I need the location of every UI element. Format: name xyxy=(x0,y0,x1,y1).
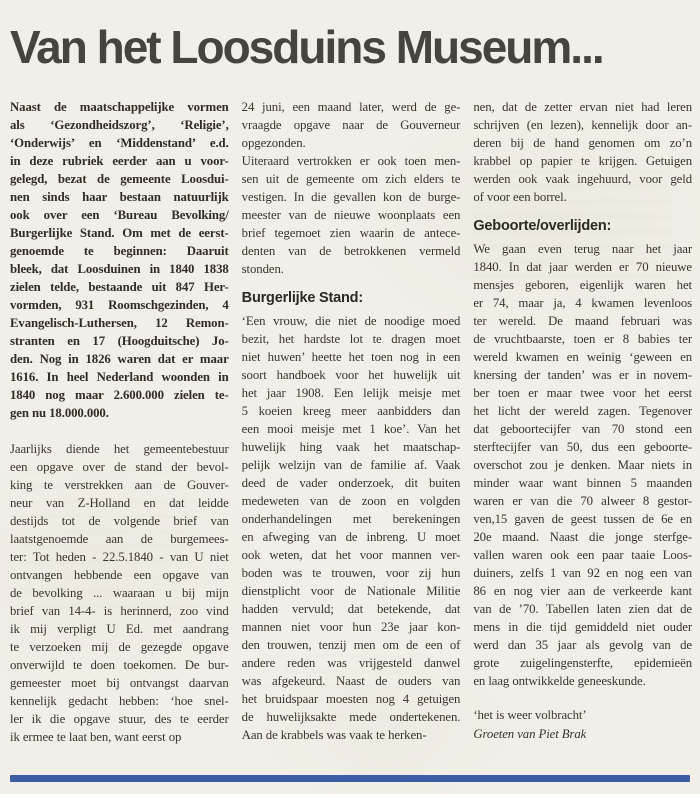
text-line: Burgerlijke Stand. Om met de eerst- xyxy=(10,226,229,240)
text-line: ber toen er maar twee voor het eerst xyxy=(473,386,693,400)
text-line: 1840. In dat jaar werden er 70 nieuwe xyxy=(473,260,693,274)
text-line: werden ook vaak ingehuurd, voor geld xyxy=(473,172,693,186)
text-line: stranten en 17 (Hoogduitsche) Jo- xyxy=(10,334,229,348)
text-line: knersing der tanden’ was er in novem- xyxy=(473,368,693,382)
text-line: duiners, zelfs 1 van 92 en nog een van xyxy=(473,566,693,580)
text-line: dat geboortecijfer van 70 stond een xyxy=(473,422,693,436)
section-heading-burgerlijke-stand: Burgerlijke Stand: xyxy=(241,290,363,306)
author-signature: Groeten van Piet Brak xyxy=(473,727,587,741)
text-line: den trouwen, tenzij men om de een of xyxy=(241,638,461,652)
text-line: Evangelisch-Luthersen, 12 Remon- xyxy=(10,316,229,330)
closing-quote: ‘het is weer volbracht’ xyxy=(473,708,587,722)
text-line: ik mij verpligt U Ed. met aandrang xyxy=(10,622,229,636)
text-line: pelijk welzijn van de familie af. Vaak xyxy=(241,458,461,472)
text-line: het jaar 1908. Een lelijk meisje met xyxy=(241,386,461,400)
text-line: sterftecijfer van 50, dus een geboorte- xyxy=(473,440,693,454)
text-line: waren er van die 70 alweer 8 gestor- xyxy=(473,494,693,508)
text-line: ook weten, dat het voor mannen ver- xyxy=(241,548,461,562)
text-line: van de ’70. Tabellen laten zien dat de xyxy=(473,602,693,616)
text-line: huwelijk hing vaak het maatschap- xyxy=(241,440,461,454)
text-line: ‘Een vrouw, die niet de noodige moed xyxy=(241,314,461,328)
text-line: stonden. xyxy=(241,262,284,276)
body-paragraph xyxy=(473,98,692,206)
body-paragraph xyxy=(242,152,461,278)
text-line: de bevolking ... waaraan u bij mijn xyxy=(10,586,229,600)
text-line: niet huwen’ heette het toen nog in een xyxy=(241,350,461,364)
text-line: opgezonden. xyxy=(241,136,306,150)
text-line: bezit, het hardste lot te dragen moet xyxy=(241,332,461,346)
text-line: er 74, maar ja, 4 kwamen levenloos xyxy=(473,296,693,310)
text-line: minder waar want binnen 5 maanden xyxy=(473,476,693,490)
text-line: ler ik die opgave stuur, des te eerder xyxy=(10,712,229,726)
article-columns xyxy=(10,98,692,746)
text-line: kennelijk gedacht hebben: ‘hoe snel- xyxy=(10,694,229,708)
text-line: overschot zou je denken. Maar niets in xyxy=(473,458,693,472)
text-line: deren bij de hand genomen om zo’n xyxy=(473,136,693,150)
text-line: de huwelijksakte mede ondertekenen. xyxy=(241,710,461,724)
text-line: en afweging van de inbreng. U moet xyxy=(241,530,461,544)
body-paragraph xyxy=(242,312,461,744)
column-2 xyxy=(242,98,461,746)
text-line: nen sinds haar bestaan natuurlijk xyxy=(10,190,229,204)
text-line: genoemde te beginnen: Daaruit xyxy=(10,244,229,258)
text-line: boden was te trouwen, voor zij hun xyxy=(241,566,461,580)
bottom-divider-bar xyxy=(10,775,690,782)
text-line: en laag ontwikkelde geneeskunde. xyxy=(473,674,646,688)
text-line: mens in die tijd gemiddeld niet ouder xyxy=(473,620,693,634)
text-line: ter wereld. De maand februari was xyxy=(473,314,693,328)
text-line: 24 juni, een maand later, werd de ge- xyxy=(241,100,461,114)
text-line: destijds tot de volgende brief van xyxy=(10,514,229,528)
text-line: zielen telde, bestaande uit 847 Her- xyxy=(10,280,229,294)
text-line: grote zuigelingensterfte, epidemieën xyxy=(473,656,693,670)
column-3 xyxy=(473,98,692,746)
text-line: laatstgenoemde aan de burgemees- xyxy=(10,532,229,546)
body-paragraph xyxy=(242,98,461,152)
text-line: vallen waren ook een paar taaie Loos- xyxy=(473,548,693,562)
text-line: 5 koeien kreeg meer aanbidders dan xyxy=(241,404,461,418)
text-line: gemeester moet bij ontvangst daarvan xyxy=(10,676,229,690)
text-line: sen uit de gemeente om zich elders te xyxy=(241,172,461,186)
text-line: 20e maand. Naast die jonge sterfge- xyxy=(473,530,693,544)
text-line: gelegd, bezat de gemeente Loosdui- xyxy=(10,172,229,186)
text-line: deed de vader onderzoek, dit buiten xyxy=(241,476,461,490)
text-line: denten van de betrokkenen vermeld xyxy=(241,244,461,258)
text-line: werd dan 35 jaar als gevolg van de xyxy=(473,638,693,652)
text-line: soort handboek voor het huwelijk uit xyxy=(241,368,461,382)
text-line: Naast de maatschappelijke vormen xyxy=(10,100,229,114)
text-line: brief van 14-4- is herinnerd, zoo vind xyxy=(10,604,229,618)
text-line: een opgave over de stand der bevol- xyxy=(10,460,229,474)
lead-paragraph xyxy=(10,98,229,422)
text-line: vraagde opgave naar de Gouverneur xyxy=(241,118,461,132)
text-line: vestigen. In die gevallen kon de burge- xyxy=(241,190,461,204)
text-line: te verzoeken mij de gezegde opgave xyxy=(10,640,229,654)
text-line: het bruidspaar moesten nog 4 getuigen xyxy=(241,692,461,706)
text-line: Uiteraard vertrokken er ook toen men- xyxy=(241,154,461,168)
text-line: ik ermee te laat ben, want eerst op xyxy=(10,730,182,744)
text-line: onverwijld te doen toekomen. De bur- xyxy=(10,658,229,672)
text-line: neur van Z-Holland en dat leidde xyxy=(10,496,229,510)
text-line: medeweten van de zoon en volgden xyxy=(241,494,461,508)
text-line: brief tegemoet zien waarin de antece- xyxy=(241,226,461,240)
text-line: een mooi meisje met 1 koe’. Van het xyxy=(241,422,461,436)
text-line: mensjes geboren, eigenlijk waren het xyxy=(473,278,693,292)
text-line: was afgekeurd. Naast de ouders van xyxy=(241,674,461,688)
text-line: gen nu 18.000.000. xyxy=(10,406,109,420)
text-line: We gaan even terug naar het jaar xyxy=(473,242,693,256)
text-line: wereld kwamen en weinig ‘geween en xyxy=(473,350,693,364)
text-line: krabbel op papier te krijgen. Getuigen xyxy=(473,154,693,168)
text-line: onderhandelingen met berekeningen xyxy=(241,512,461,526)
article-closing xyxy=(473,706,692,744)
text-line: ontvangen hebbende een opgave van xyxy=(10,568,229,582)
text-line: den. Nog in 1826 waren dat er maar xyxy=(10,352,229,366)
body-paragraph xyxy=(473,240,692,690)
text-line: de vruchtbaarste, toen er 8 babies ter xyxy=(473,332,693,346)
text-line: schrijven (en lezen), kennelijk door an- xyxy=(473,118,693,132)
text-line: 1616. In heel Nederland woonden in xyxy=(10,370,229,384)
column-1 xyxy=(10,98,229,746)
text-line: 86 en nog vier aan de verkeerde kant xyxy=(473,584,693,598)
text-line: mannen niet voor hun 23e jaar kon- xyxy=(241,620,461,634)
text-line: of voor een borrel. xyxy=(473,190,567,204)
article-title: Van het Loosduins Museum... xyxy=(10,21,603,73)
text-line: bleek, dat Loosduinen in 1840 1838 xyxy=(10,262,229,276)
text-line: ter: Tot heden - 22.5.1840 - van U niet xyxy=(10,550,229,564)
text-line: dienstplicht voor de Nationale Militie xyxy=(241,584,461,598)
text-line: Jaarlijks diende het gemeentebestuur xyxy=(10,442,229,456)
text-line: andere reden was vrijgesteld danwel xyxy=(241,656,461,670)
text-line: als ‘Gezondheidszorg’, ‘Religie’, xyxy=(10,118,229,132)
text-line: ook over een ‘Bureau Bevolking/ xyxy=(10,208,229,222)
text-line: vormden, 931 Roomschgezinden, 4 xyxy=(10,298,229,312)
text-line: ven,15 gaven de geest tussen de 6e en xyxy=(473,512,693,526)
text-line: Aan de krabbels was vaak te herken- xyxy=(241,728,427,742)
text-line: hadden vervuld; dat betekende, dat xyxy=(241,602,461,616)
section-heading-geboorte-overlijden: Geboorte/overlijden: xyxy=(473,218,612,234)
body-paragraph xyxy=(10,440,229,746)
text-line: het licht der wereld zagen. Tegenover xyxy=(473,404,693,418)
text-line: nen, dat de zetter ervan niet had leren xyxy=(473,100,693,114)
text-line: meester van de nieuwe woonplaats een xyxy=(241,208,461,222)
text-line: in deze rubriek eerder aan u voor- xyxy=(10,154,229,168)
text-line: 1840 nog maar 2.600.000 zielen te- xyxy=(10,388,229,402)
text-line: king te verstrekken aan de Gouver- xyxy=(10,478,229,492)
text-line: ‘Onderwijs’ en ‘Middenstand’ e.d. xyxy=(10,136,229,150)
